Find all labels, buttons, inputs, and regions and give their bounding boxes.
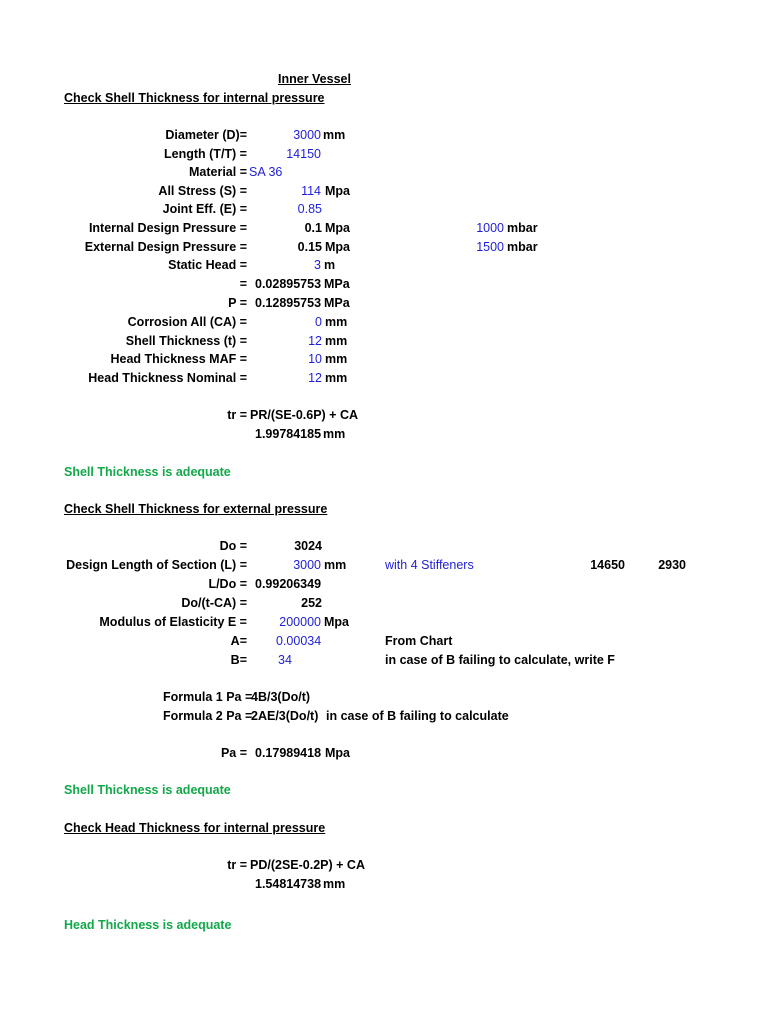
- value-total-length: 14650: [590, 558, 625, 572]
- label-joint-efficiency: Joint Eff. (E) =: [162, 202, 247, 216]
- label-shell-thickness: Shell Thickness (t) =: [125, 334, 247, 348]
- value-head-thickness-nominal[interactable]: 12: [308, 371, 322, 385]
- value-total-pressure: 0.12895753: [255, 296, 322, 310]
- result-tr-head: 1.54814738: [255, 877, 322, 891]
- value-static-head-pressure: 0.02895753: [255, 277, 322, 291]
- conclusion-shell-external: Shell Thickness is adequate: [64, 783, 231, 797]
- note-stiffeners: with 4 Stiffeners: [385, 558, 474, 572]
- value-design-length[interactable]: 3000: [293, 558, 321, 572]
- unit-head-thickness-maf: mm: [325, 352, 348, 366]
- label-diameter: Diameter (D)=: [165, 128, 247, 142]
- label-material: Material =: [188, 165, 247, 179]
- unit-tr-shell: mm: [323, 427, 346, 441]
- value-allowable-external-pressure: 0.17989418: [255, 746, 322, 760]
- label-external-design-pressure: External Design Pressure =: [84, 240, 247, 254]
- unit-corrosion-allowance: mm: [325, 315, 348, 329]
- label-formula-tr-shell: tr =: [227, 408, 247, 422]
- conclusion-shell-internal: Shell Thickness is adequate: [64, 465, 231, 479]
- value-head-thickness-maf[interactable]: 10: [308, 352, 322, 366]
- label-static-head-pressure: =: [239, 277, 247, 291]
- value-do-over-t: 252: [301, 596, 322, 610]
- page-title: Inner Vessel: [278, 72, 351, 86]
- value-internal-pressure-mbar[interactable]: 1000: [476, 221, 504, 235]
- label-head-thickness-nominal: Head Thickness Nominal =: [88, 371, 247, 385]
- value-external-design-pressure: 0.15: [297, 240, 322, 254]
- value-l-over-do: 0.99206349: [255, 577, 322, 591]
- label-internal-design-pressure: Internal Design Pressure =: [88, 221, 247, 235]
- unit-design-length: mm: [324, 558, 347, 572]
- unit-static-head: m: [324, 258, 336, 272]
- unit-allowable-stress: Mpa: [325, 184, 350, 198]
- value-factor-b[interactable]: 34: [278, 653, 292, 667]
- formula-tr-shell: PR/(SE-0.6P) + CA: [250, 408, 359, 422]
- label-do-over-t: Do/(t-CA) =: [181, 596, 247, 610]
- value-modulus-elasticity[interactable]: 200000: [279, 615, 321, 629]
- unit-total-pressure: MPa: [324, 296, 350, 310]
- unit-internal-design-pressure: Mpa: [325, 221, 350, 235]
- label-formula-1: Formula 1 Pa =: [163, 690, 253, 704]
- unit-internal-pressure-mbar: mbar: [507, 221, 538, 235]
- result-tr-shell: 1.99784185: [255, 427, 322, 441]
- label-allowable-external-pressure: Pa =: [220, 746, 247, 760]
- label-formula-tr-head: tr =: [227, 858, 247, 872]
- value-joint-efficiency[interactable]: 0.85: [297, 202, 322, 216]
- value-internal-design-pressure: 0.1: [304, 221, 322, 235]
- unit-allowable-external-pressure: Mpa: [325, 746, 350, 760]
- formula-1: 4B/3(Do/t): [251, 690, 311, 704]
- label-formula-2: Formula 2 Pa =: [163, 709, 253, 723]
- unit-tr-head: mm: [323, 877, 346, 891]
- value-section-length: 2930: [658, 558, 686, 572]
- label-head-thickness-maf: Head Thickness MAF =: [110, 352, 247, 366]
- label-static-head: Static Head =: [168, 258, 247, 272]
- label-allowable-stress: All Stress (S) =: [158, 184, 247, 198]
- value-diameter[interactable]: 3000: [293, 128, 321, 142]
- unit-external-pressure-mbar: mbar: [507, 240, 538, 254]
- label-l-over-do: L/Do =: [208, 577, 247, 591]
- label-factor-b: B=: [230, 653, 247, 667]
- conclusion-head-internal: Head Thickness is adequate: [64, 918, 232, 932]
- label-design-length: Design Length of Section (L) =: [66, 558, 247, 572]
- label-modulus-elasticity: Modulus of Elasticity E =: [99, 615, 247, 629]
- value-allowable-stress[interactable]: 114: [301, 184, 321, 198]
- section-heading-internal-shell: Check Shell Thickness for internal pressure: [64, 91, 325, 105]
- formula-2: 2AE/3(Do/t): [251, 709, 319, 723]
- formula-tr-head: PD/(2SE-0.2P) + CA: [250, 858, 365, 872]
- label-total-pressure: P =: [228, 296, 247, 310]
- value-external-pressure-mbar[interactable]: 1500: [476, 240, 504, 254]
- label-factor-a: A=: [230, 634, 247, 648]
- value-static-head[interactable]: 3: [314, 258, 321, 272]
- note-from-chart: From Chart: [385, 634, 453, 648]
- label-outside-diameter: Do =: [219, 539, 247, 553]
- section-heading-internal-head: Check Head Thickness for internal pressure: [64, 821, 326, 835]
- unit-modulus-elasticity: Mpa: [324, 615, 349, 629]
- note-factor-b: in case of B failing to calculate, write F: [385, 653, 615, 667]
- label-corrosion-allowance: Corrosion All (CA) =: [127, 315, 247, 329]
- unit-diameter: mm: [323, 128, 346, 142]
- unit-static-head-pressure: MPa: [324, 277, 350, 291]
- label-length: Length (T/T) =: [164, 147, 247, 161]
- unit-head-thickness-nominal: mm: [325, 371, 348, 385]
- unit-external-design-pressure: Mpa: [325, 240, 350, 254]
- value-material[interactable]: SA 36: [249, 165, 283, 179]
- section-heading-external-shell: Check Shell Thickness for external pressure: [64, 502, 328, 516]
- value-length[interactable]: 14150: [286, 147, 321, 161]
- note-formula-2: in case of B failing to calculate: [326, 709, 509, 723]
- unit-shell-thickness: mm: [325, 334, 348, 348]
- value-corrosion-allowance[interactable]: 0: [315, 315, 322, 329]
- value-factor-a[interactable]: 0.00034: [276, 634, 322, 648]
- value-shell-thickness[interactable]: 12: [308, 334, 322, 348]
- value-outside-diameter: 3024: [294, 539, 322, 553]
